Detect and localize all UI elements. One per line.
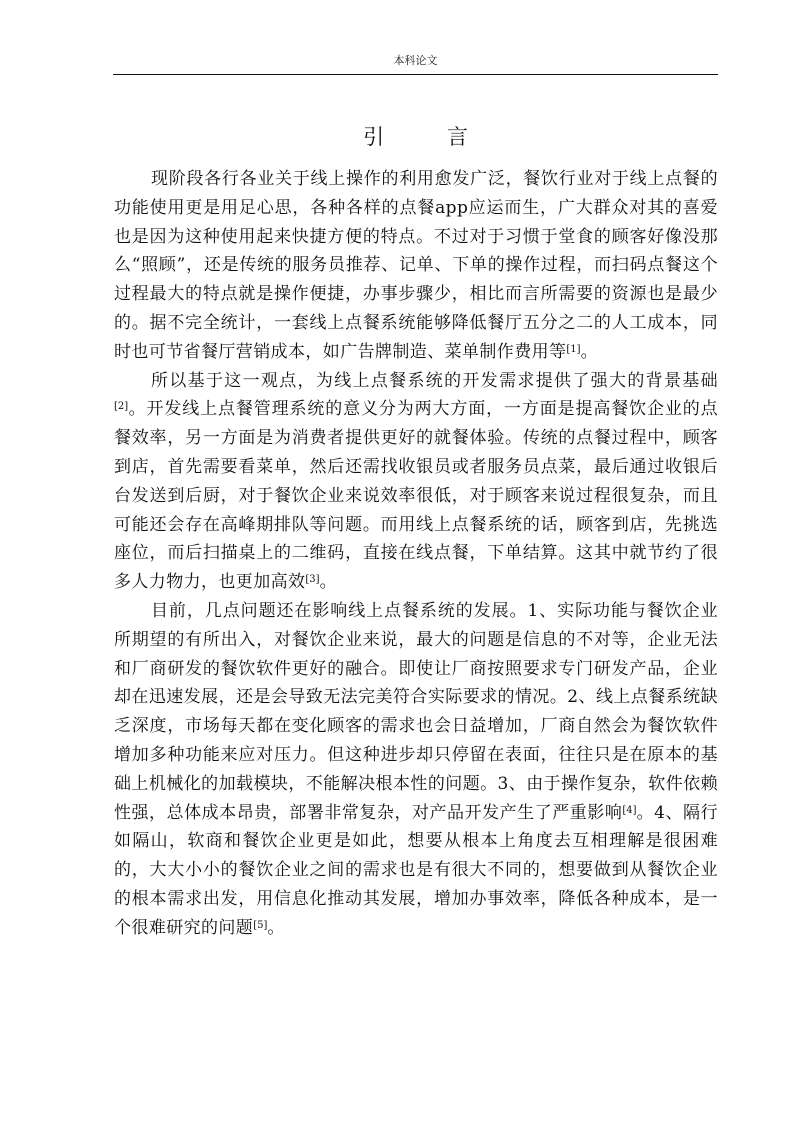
citation-ref: [5] (253, 919, 268, 931)
paragraph-text: 所以基于这一观点，为线上点餐系统的开发需求提供了强大的背景基础 (151, 370, 718, 391)
citation-ref: [4] (622, 804, 637, 816)
body-text (114, 165, 718, 943)
paragraph-text: 。开发线上点餐管理系统的意义分为两大方面，一方面是提高餐饮企业的点餐效率，另一方面是为消费者提供更好的就餐体验。传统的点餐过程中，顾客到店，首先需要看菜单，然后还需找收银员或者服务员点菜，最后通过收银后台发送到后厨，对于餐饮企业来说效率很低，对于顾客来说过程很复杂，而且可能还会存在高峰期排队等问题。而用线上点餐系统的话，顾客到店，先挑选座位，而后扫描桌上的二维码，直接在线点餐，下单结算。这其中就节约了很多人力物力，也更加高效 (114, 399, 718, 593)
paragraph-tail: 。 (319, 572, 337, 593)
paragraph-3 (114, 597, 718, 943)
citation-ref: [3] (305, 574, 320, 586)
paragraph-tail: 。 (580, 341, 598, 362)
section-title: 引 言 (363, 125, 496, 149)
header-rule (113, 74, 718, 75)
running-header: 本科论文 (393, 54, 438, 67)
citation-ref: [2] (114, 401, 129, 413)
citation-ref: [1] (566, 343, 581, 355)
paragraph-1 (114, 165, 718, 367)
paragraph-text: 。4、隔行如隔山，软商和餐饮企业更是如此，想要从根本上角度去互相理解是很困难的，大大小小的餐饮企业之间的需求也是有很大不同的，想要做到从餐饮企业的根本需求出发，用信息化推动其发展，增加办事效率，降低各种成本，是一个很难研究的问题 (114, 802, 718, 938)
paragraph-tail: 。 (267, 917, 285, 938)
paragraph-2 (114, 367, 718, 597)
paragraph-text: 目前，几点问题还在影响线上点餐系统的发展。1、实际功能与餐饮企业所期望的有所出入，对餐饮企业来说，最大的问题是信息的不对等，企业无法和厂商研发的餐饮软件更好的融合。即使让厂商按照要求专门研发产品，企业却在迅速发展，还是会导致无法完美符合实际要求的情况。2、线上点餐系统缺乏深度，市场每天都在变化顾客的需求也会日益增加，厂商自然会为餐饮软件增加多种功能来应对压力。但这种进步却只停留在表面，往往只是在原本的基础上机械化的加载模块，不能解决根本性的问题。3、由于操作复杂，软件依赖性强，总体成本昂贵，部署非常复杂，对产品开发产生了严重影响 (114, 600, 718, 823)
paragraph-text: 现阶段各行各业关于线上操作的利用愈发广泛，餐饮行业对于线上点餐的功能使用更是用足心思，各种各样的点餐app应运而生，广大群众对其的喜爱也是因为这种使用起来快捷方便的特点。不过对于习惯于堂食的顾客好像没那么“照顾”，还是传统的服务员推荐、记单、下单的操作过程，而扫码点餐这个过程最大的特点就是操作便捷，办事步骤少，相比而言所需要的资源也是最少的。据不完全统计，一套线上点餐系统能够降低餐厅五分之二的人工成本，同时也可节省餐厅营销成本，如广告牌制造、菜单制作费用等 (114, 169, 718, 362)
